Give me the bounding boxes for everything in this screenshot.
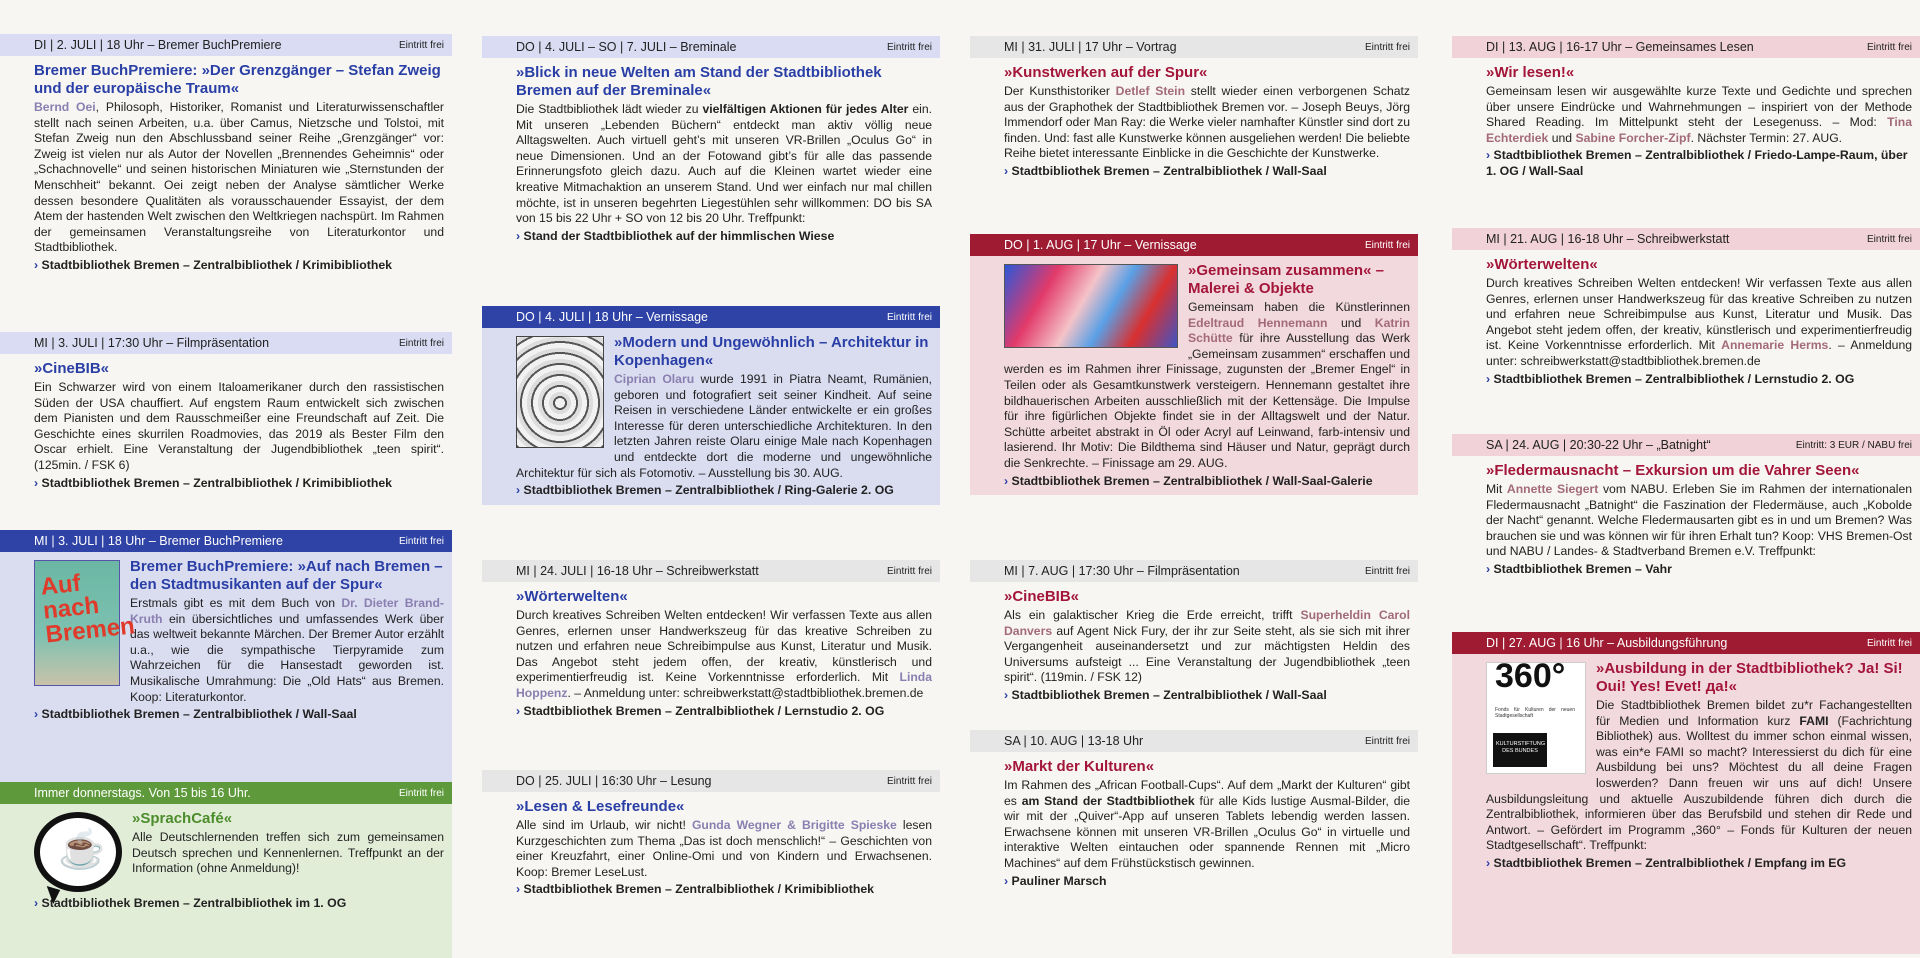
event-header — [970, 36, 1418, 58]
event-title: »Wörterwelten« — [1486, 256, 1598, 273]
event-body: »Gemeinsam zusammen« – Malerei & Objekte Gemeinsam haben die Künstlerinnen Edeltraud Hennemann und Katrin Schütte für ihre Ausstellung das Werk „Gemeinsam zusammen“ erschaffen und werden es im Rahmen ihrer Finissage, zugunsten der „Bremer Engel“ in Teilen oder als Gesamtkunstwerk versteigern. Hennemann gestaltet ihre bildhauerischen Arbeiten ausschließlich mit der Kettensäge. Die Impulse für ihre figürlichen Objekte findet sie in der Alltagswelt und der Natur. Schütte arbeitet abstrakt in Öl oder Acryl auf Leinwand, farb-intensiv und lasierend. Ihr Motiv: Die Bildthema sind Häuser und Natur, geprägt durch die Senkrechte. – Finissage am 29. AUG. › Stadtbibliothek Bremen – Zentralbibliothek / Wall-Saal-Galerie — [970, 256, 1418, 495]
event-description: lesen Kurzgeschichten zum Thema „Das ist doch menschlich!“ – Geschichten von einer Kreuzfahrt, einer Online-Omi und von Kindern und Erwachsenen. Koop: Bremer LeseLust. — [516, 818, 932, 879]
event-date: DO | 4. JULI | 18 Uhr – Vernissage — [516, 310, 708, 324]
admission-badge: Eintritt frei — [1364, 735, 1410, 747]
event-body: »Wir lesen!« Gemeinsam lesen wir ausgewählte kurze Texte und Gedichte und sprechen über unsere Eindrücke und Wahrnehmungen – inspiriert von der Methode Shared Reading. Im Mittelpunkt steht der Lesegenuss. – Mod: Tina Echterdiek und Sabine Forcher-Zipf. Nächster Termin: 27. AUG. › Stadtbibliothek Bremen – Zentralbibliothek / Friedo-Lampe-Raum, über 1. OG / Wall-Saal — [1452, 58, 1920, 186]
event-title: »Markt der Kulturen« — [1004, 758, 1155, 775]
event-card — [482, 36, 940, 250]
admission-badge: Eintritt frei — [1364, 565, 1410, 577]
event-header — [1452, 36, 1920, 58]
event-title: »Blick in neue Welten am Stand der Stadtbibliothek Bremen auf der Breminale« — [516, 64, 882, 99]
architecture-photo — [516, 336, 604, 448]
event-body: »Wörterwelten« Durch kreatives Schreiben Welten entdecken! Wir verfassen Texte aus allen Genres, erlernen unser Handwerkszeug für das kreative Schreiben zu nutzen und erfahren neue Schreibimpulse aus Kunst, Literatur und Musik. Das Angebot steht jedem offen, der kreativ, künstlerisch und experimentierfreudig ist. Keine Vorkenntnisse erforderlich. Mit Linda Hoppenz. – Anmeldung unter: schreibwerkstatt@stadtbibliothek.bremen.de › Stadtbibliothek Bremen – Zentralbibliothek / Lernstudio 2. OG — [482, 582, 940, 725]
admission-badge: Eintritt frei — [1866, 637, 1912, 649]
event-body: »Lesen & Lesefreunde« Alle sind im Urlaub, wir nicht! Gunda Wegner & Brigitte Spieske lesen Kurzgeschichten zum Thema „Das ist doch menschlich!“ – Geschichten von einer Kreuzfahrt, einer Online-Omi und von Kindern und Erwachsenen. Koop: Bremer LeseLust. › Stadtbibliothek Bremen – Zentralbibliothek / Krimibibliothek — [482, 792, 940, 904]
event-date: SA | 10. AUG | 13-18 Uhr — [1004, 734, 1144, 748]
event-location: › Stadtbibliothek Bremen – Zentralbibliothek / Krimibibliothek — [516, 882, 932, 898]
event-description: stellt wieder einen verborgenen Schatz aus der Graphothek der Stadtbibliothek Bremen vor. – Joseph Beuys, Jörg Immendorf oder Man Ray: die Werke vieler namhafter Künstler sind dort zu finden. Und: fast alle Kunstwerke können ausgeliehen werden! Die beliebte Reihe bietet interessante Einblicke in die Geschichte der Kunstwerke. — [1004, 84, 1411, 161]
event-description: . – Anmeldung unter: schreibwerkstatt@stadtbibliothek.bremen.de — [567, 685, 924, 700]
event-card — [1452, 228, 1920, 393]
event-header — [0, 782, 452, 804]
person-name: Detlef Stein — [1115, 84, 1186, 98]
event-body: 360° Fonds für Kulturen der neuen Stadtgesellschaft KULTURSTIFTUNG DES BUNDES »Ausbildung in der Stadtbibliothek? Ja! Si! Oui! Yes! Evet! да!« Die Stadtbibliothek Bremen bildet zu*r Fachangestellten für Medien und Information kurz FAMI (Fachrichtung Bibliothek) aus. Wolltest du immer schon einmal wissen, was ein*e FAMI so macht? Interessierst du dich für eine Ausbildung bei uns? Möchtest du all deine Fragen loswerden? Dann freuen wir uns auf dich! Unsere Ausbildungsleitung und aktuelle Auszubildende führen dich durch die Zentralbibliothek, informieren über das Berufsbild und stehen dir Rede und Antwort. – Gefördert im Programm „360° – Fonds für Kulturen der neuen Stadtgesellschaft“. Treffpunkt: › Stadtbibliothek Bremen – Zentralbibliothek / Empfang im EG — [1452, 654, 1920, 954]
event-card — [0, 782, 452, 958]
event-title: »CineBIB« — [1004, 588, 1080, 605]
event-card — [482, 770, 940, 904]
person-name: FAMI — [1799, 713, 1829, 728]
event-card — [1452, 632, 1920, 954]
event-body: »Markt der Kulturen« Im Rahmen des „African Football-Cups“. Auf dem „Markt der Kulturen“ gibt es am Stand der Stadtbibliothek für alle Kids lustige Ausmal-Bilder, die wir mit der „Quiver“-App auf unseren Tablets lebendig werden lassen. Erwachsene können mit unseren VR-Brillen „Oculus Go“ in virtuelle und interaktive Welten eintauchen oder spannende Rennen mit „Micro Machines“ auf dem Frühstückstisch gewinnen. › Pauliner Marsch — [970, 752, 1418, 895]
admission-badge: Eintritt frei — [398, 39, 444, 51]
event-description: . Nächster Termin: 27. AUG. — [1690, 130, 1843, 145]
event-card — [1452, 434, 1920, 584]
event-header — [0, 34, 452, 56]
event-card — [970, 234, 1418, 495]
event-title: »Ausbildung in der Stadtbibliothek? Ja! Si! Oui! Yes! Evet! да!« — [1596, 660, 1903, 695]
event-title: »SprachCafé« — [132, 810, 233, 827]
event-header — [482, 560, 940, 582]
event-body — [482, 328, 940, 505]
event-date: MI | 7. AUG | 17:30 Uhr – Filmpräsentation — [1004, 564, 1240, 578]
event-title: Bremer BuchPremiere: »Auf nach Bremen – den Stadtmusikanten auf der Spur« — [130, 558, 443, 593]
event-card — [0, 530, 452, 792]
fonds-360-logo: 360° Fonds für Kulturen der neuen Stadtgesellschaft KULTURSTIFTUNG DES BUNDES — [1486, 662, 1586, 774]
event-header — [1452, 632, 1920, 654]
event-location: › Stadtbibliothek Bremen – Zentralbibliothek im 1. OG — [34, 896, 444, 912]
event-date: MI | 24. JULI | 16-18 Uhr – Schreibwerkstatt — [516, 564, 759, 578]
event-header — [970, 730, 1418, 752]
person-name: Dr. Dieter Brand-Kruth — [130, 596, 444, 626]
event-location: › Pauliner Marsch — [1004, 874, 1410, 890]
event-card — [970, 730, 1418, 895]
admission-badge: Eintritt frei — [1866, 41, 1912, 53]
event-description: für ihre Ausstellung das Werk „Gemeinsam zusammen“ erschaffen und werden es im Rahmen ihrer Finissage, zugunsten der „Bremer Engel“ in Teilen oder als Gesamtkunstwerk versteigern. Hennemann gestaltet ihre bildhauerischen Arbeiten ausschließlich mit der Kettensäge. Die Impulse für ihre figürlichen Objekte findet sie in der Alltagswelt und der Natur. Schütte arbeitet abstrakt in Öl oder Acryl auf Leinwand, farb-intensiv und lasierend. Ihr Motiv: Die Bildthema sind Häuser und Natur, geprägt durch die Senkrechte. – Finissage am 29. AUG. — [1004, 331, 1410, 470]
event-title: »Modern und Ungewöhnlich – Architektur in Kopenhagen« — [614, 334, 929, 369]
event-description: auf Agent Nick Fury, der ihr zur Seite steht, als sie sich mit ihrer Vergangenheit auseinandersetzt und zur mächtigsten Heldin des Universums aufsteigt ... Eine Veranstaltung der Jugendbibliothek „teen spirit“. (119min. / FSK 12) — [1004, 623, 1410, 685]
admission-badge: Eintritt frei — [1866, 233, 1912, 245]
event-title: »Kunstwerken auf der Spur« — [1004, 64, 1208, 81]
event-date: DI | 13. AUG | 16-17 Uhr – Gemeinsames Lesen — [1486, 40, 1754, 54]
person-name: Edeltraud Hennemann — [1188, 315, 1328, 330]
coffee-cup-icon: ☕ — [34, 812, 122, 892]
event-card — [482, 306, 940, 505]
event-card — [970, 36, 1418, 186]
person-name: Katrin Schütte — [1188, 315, 1410, 346]
event-description: . – Anmeldung unter: schreibwerkstatt@stadtbibliothek.bremen.de — [1486, 338, 1912, 368]
event-location: › Stadtbibliothek Bremen – Zentralbibliothek / Wall-Saal — [1004, 164, 1410, 180]
admission-badge: Eintritt frei — [1364, 41, 1410, 53]
event-description: ein. Mit unseren „Lebenden Büchern“ entdeckt man aktiv völlig neue Alltagswelten. Auch virtuell geht’s mit unseren VR-Brillen „Oculus Go“ in neue Dimensionen. Und an der Fotowand gibt’s für alle das passende Erinnerungsfoto gleich dazu. Auch auf die Kleinen wartet wieder eine kreative Mitmachaktion an unserem Stand. Und wer einfach nur mal chillen möchte, ist in unseren begehrten Liegestühlen sehr willkommen: DO bis SA von 15 bis 22 Uhr + SO von 12 bis 20 Uhr. Treffpunkt: — [516, 102, 933, 226]
book-cover-image: Auf nach Bremen — [34, 560, 120, 686]
column-4 — [1452, 0, 1920, 958]
event-card — [1452, 36, 1920, 186]
admission-badge: Eintritt frei — [886, 311, 932, 323]
person-name: Superheldin Carol Danvers — [1004, 608, 1411, 638]
event-location: › Stadtbibliothek Bremen – Zentralbibliothek / Lernstudio 2. OG — [1486, 372, 1912, 388]
admission-badge: Eintritt frei — [398, 787, 444, 799]
event-header — [1452, 228, 1920, 250]
event-header — [970, 234, 1418, 256]
event-title: Bremer BuchPremiere: »Der Grenzgänger – Stefan Zweig und der europäische Traum« — [34, 62, 441, 97]
event-description: ein übersichtliches und umfassendes Werk über das weltweit bekannte Märchen. Der Bremer Autor erzählt u.a., wie die sympathische Tierpyramide zum Wahrzeichen für die Hansestadt geworden ist. Musikalische Umrahmung: Die „Old Hats“ aus Bremen. Koop: Literaturkontor. — [130, 611, 444, 704]
event-location: › Stadtbibliothek Bremen – Zentralbibliothek / Wall-Saal-Galerie — [1004, 474, 1410, 490]
admission-badge: Eintritt frei — [886, 41, 932, 53]
event-body — [0, 804, 452, 958]
event-location: › Stadtbibliothek Bremen – Zentralbibliothek / Wall-Saal — [34, 707, 444, 723]
event-description: wurde 1991 in Piatra Neamt, Rumänien, geboren und fotografiert seit seiner Kindheit. Auf seine Reisen in verschiedene Länder entwickelte er ein großes Interesse für deren unterschiedliche Architekturen. In den letzten Jahren reiste Olaru einige Male nach Kopenhagen und entdeckte dort die moderne und ungewöhnliche Architektur für sich als Fotomotiv. – Ausstellung bis 30. AUG. — [516, 372, 933, 480]
event-header — [0, 530, 452, 552]
event-description: (Fachrichtung Bibliothek) aus. Wolltest du immer schon einmal wissen, was ein*e FAMI so macht? Interessierst du dich für eine Ausbildung bei uns? Möchtest du all deine Fragen loswerden? Dann freuen wir uns auf dich! Unsere Ausbildungsleitung und aktuelle Auszubildende führen dich durch die Zentralbibliothek, informieren über das Berufsbild und stehen dir Rede und Antwort. – Gefördert im Programm „360° – Fonds für Kulturen der neuen Stadtgesellschaft“. Treffpunkt: — [1486, 713, 1912, 853]
column-1 — [0, 0, 452, 958]
event-title: »Wir lesen!« — [1486, 64, 1575, 81]
event-card — [970, 560, 1418, 710]
event-body: »CineBIB« Als ein galaktischer Krieg die Erde erreicht, trifft Superheldin Carol Danvers auf Agent Nick Fury, der ihr zur Seite steht, als sie sich mit ihrer Vergangenheit auseinandersetzt und zur mächtigsten Heldin des Universums aufsteigt ... Eine Veranstaltung der Jugendbibliothek „teen spirit“. (119min. / FSK 12) › Stadtbibliothek Bremen – Zentralbibliothek / Wall-Saal — [970, 582, 1418, 710]
person-name: Annemarie Herms — [1721, 338, 1829, 353]
event-header — [482, 770, 940, 792]
person-name: Sabine Forcher-Zipf — [1575, 130, 1691, 145]
event-body: »Fledermausnacht – Exkursion um die Vahrer Seen« Mit Annette Siegert vom NABU. Erleben Sie im Rahmen der internationalen Fledermausnacht „Batnight“ die Faszination der Fledermäuse, auch „Kobolde der Nacht“ genannt. Welche Fledermausarten gibt es in und um Bremen? Was brauchen sie und was können wir für ihren Erhalt tun? Koop: VHS Bremen-Ost und NABU / Landes- & Stadtverband Bremen e.V. Treffpunkt: › Stadtbibliothek Bremen – Vahr — [1452, 456, 1920, 584]
event-header — [0, 332, 452, 354]
person-name: Gunda Wegner & Brigitte Spieske — [691, 818, 897, 832]
event-date: DI | 2. JULI | 18 Uhr – Bremer BuchPremiere — [34, 38, 282, 52]
event-title: »Wörterwelten« — [516, 588, 628, 605]
event-location: › Stand der Stadtbibliothek auf der himmlischen Wiese — [516, 229, 932, 245]
event-date: MI | 31. JULI | 17 Uhr – Vortrag — [1004, 40, 1177, 54]
event-location: › Stadtbibliothek Bremen – Vahr — [1486, 562, 1912, 578]
event-title: »Fledermausnacht – Exkursion um die Vahrer Seen« — [1486, 462, 1860, 479]
event-date: MI | 3. JULI | 18 Uhr – Bremer BuchPremiere — [34, 534, 283, 548]
event-location: › Stadtbibliothek Bremen – Zentralbibliothek / Wall-Saal — [1004, 688, 1410, 704]
event-date: DO | 4. JULI – SO | 7. JULI – Breminale — [516, 40, 737, 54]
event-description: Alle Deutschlernenden treffen sich zum gemeinsamen Deutsch sprechen und Kennenlernen. Treffpunkt an der Information (ohne Anmeldung)! — [132, 830, 444, 876]
event-location: › Stadtbibliothek Bremen – Zentralbibliothek / Krimibibliothek — [34, 476, 444, 492]
event-location: › Stadtbibliothek Bremen – Zentralbibliothek / Ring-Galerie 2. OG — [516, 483, 932, 499]
painting-image — [1004, 264, 1178, 348]
admission-badge: Eintritt: 3 EUR / NABU frei — [1795, 439, 1912, 451]
person-name: Annette Siegert — [1506, 482, 1599, 496]
event-body: »Blick in neue Welten am Stand der Stadtbibliothek Bremen auf der Breminale« Die Stadtbibliothek lädt wieder zu vielfältigen Aktionen für jedes Alter ein. Mit unseren „Lebenden Büchern“ entdeckt man aktiv völlig neue Alltagswelten. Auch virtuell geht’s mit unseren VR-Brillen „Oculus Go“ in neue Dimensionen. Und an der Fotowand gibt’s für alle das passende Erinnerungsfoto gleich dazu. Auch auf die Kleinen wartet wieder eine kreative Mitmachaktion an unserem Stand. Und wer einfach nur mal chillen möchte, ist in unseren begehrten Liegestühlen sehr willkommen: DO bis SA von 15 bis 22 Uhr + SO von 12 bis 20 Uhr. Treffpunkt: › Stand der Stadtbibliothek auf der himmlischen Wiese — [482, 58, 940, 250]
event-header — [482, 36, 940, 58]
event-header — [970, 560, 1418, 582]
event-header — [1452, 434, 1920, 456]
admission-badge: Eintritt frei — [398, 535, 444, 547]
event-body: »Kunstwerken auf der Spur« Der Kunsthistoriker Detlef Stein stellt wieder einen verborgenen Schatz aus der Graphothek der Stadtbibliothek Bremen vor. – Joseph Beuys, Jörg Immendorf oder Man Ray: die Werke vieler namhafter Künstler sind dort zu finden. Und: fast alle Kunstwerke können ausgeliehen werden! Die beliebte Reihe bietet interessante Einblicke in die Geschichte der Kunstwerke. › Stadtbibliothek Bremen – Zentralbibliothek / Wall-Saal — [970, 58, 1418, 186]
event-card — [0, 332, 452, 497]
admission-badge: Eintritt frei — [886, 565, 932, 577]
admission-badge: Eintritt frei — [398, 337, 444, 349]
event-title: »Gemeinsam zusammen« – Malerei & Objekte — [1188, 262, 1384, 297]
event-location: › Stadtbibliothek Bremen – Zentralbibliothek / Lernstudio 2. OG — [516, 704, 932, 720]
event-card — [0, 34, 452, 280]
event-body — [0, 354, 452, 497]
column-2 — [482, 0, 940, 958]
person-name: Linda Hoppenz — [516, 670, 932, 700]
event-header — [482, 306, 940, 328]
event-date: Immer donnerstags. Von 15 bis 16 Uhr. — [34, 786, 251, 800]
event-body — [0, 56, 452, 280]
event-description: vom NABU. Erleben Sie im Rahmen der internationalen Fledermausnacht „Batnight“ die Faszination der Fledermäuse, auch „Kobolde der Nacht“ genannt. Welche Fledermausarten gibt es in und um Bremen? Was brauchen sie und was können wir für ihren Erhalt tun? Koop: VHS Bremen-Ost und NABU / Landes- & Stadtverband Bremen e.V. Treffpunkt: — [1486, 482, 1912, 559]
person-name: Tina Echterdiek — [1486, 115, 1912, 145]
event-title: »Lesen & Lesefreunde« — [516, 798, 685, 815]
event-location: › Stadtbibliothek Bremen – Zentralbibliothek / Empfang im EG — [1486, 856, 1912, 872]
event-date: DI | 27. AUG | 16 Uhr – Ausbildungsführung — [1486, 636, 1728, 650]
column-3 — [970, 0, 1418, 958]
event-date: MI | 21. AUG | 16-18 Uhr – Schreibwerkstatt — [1486, 232, 1730, 246]
event-body: »Wörterwelten« Durch kreatives Schreiben Welten entdecken! Wir verfassen Texte aus allen Genres, erlernen unser Handwerkszeug für das kreative Schreiben zu nutzen und erfahren neue Schreibimpulse aus Kunst, Literatur und Musik. Das Angebot steht jedem offen, der kreativ, künstlerisch und experimentierfreudig ist. Keine Vorkenntnisse erforderlich. Mit Annemarie Herms. – Anmeldung unter: schreibwerkstatt@stadtbibliothek.bremen.de › Stadtbibliothek Bremen – Zentralbibliothek / Lernstudio 2. OG — [1452, 250, 1920, 393]
event-description: , Philosoph, Historiker, Romanist und Literaturwissenschaftler stellt nach seinen Arbeiten, u.a. über Camus, Nietzsche und Tolstoi, mit Stefan Zweig nun den Abschlussband seiner Reihe „Grenzgänger“ vor: Zweig ist vielen nur als Autor der Novellen „Brennendes Geheimnis“ oder „Schachnovelle“ und seinen historischen Miniaturen wie „Sternstunden der Menschheit“ bekannt. Oei zeigt neben der Analyse sämtlicher Werke dessen besondere Qualitäten als vorausschauender Essayist, der dem Atem der hastenden Welt zwischen den Weltkriegen nachspürt. Im Rahmen der gemeinsamen Veranstaltungsreihe von Literaturkontor und Stadtbibliothek. — [34, 100, 444, 255]
event-location: › Stadtbibliothek Bremen – Zentralbibliothek / Friedo-Lampe-Raum, über 1. OG / Wall-Saal — [1486, 148, 1912, 179]
admission-badge: Eintritt frei — [886, 775, 932, 787]
event-date: DO | 25. JULI | 16:30 Uhr – Lesung — [516, 774, 712, 788]
event-date: DO | 1. AUG | 17 Uhr – Vernissage — [1004, 238, 1197, 252]
event-title: »CineBIB« — [34, 360, 110, 377]
event-description: für alle Kids lustige Ausmal-Bilder, die wir mit der „Quiver“-App auf unseren Tablets lebendig werden lassen. Erwachsene können mit unseren VR-Brillen „Oculus Go“ in virtuelle und interaktive Welten eintauchen oder spannende Rennen mit „Micro Machines“ auf dem Frühstückstisch gewinnen. — [1004, 793, 1410, 870]
person-name: Bernd Oei — [34, 100, 96, 114]
event-location: › Stadtbibliothek Bremen – Zentralbibliothek / Krimibibliothek — [34, 258, 444, 274]
event-body: Auf nach Bremen Bremer BuchPremiere: »Auf nach Bremen – den Stadtmusikanten auf der Spur« Erstmals gibt es mit dem Buch von Dr. Dieter Brand-Kruth ein übersichtliches und umfassendes Werk über das weltweit bekannte Märchen. Der Bremer Autor erzählt u.a., wie die sympathische Tierpyramide zum Wahrzeichen für die Hansestadt geworden ist. Musikalische Umrahmung: Die „Old Hats“ aus Bremen. Koop: Literaturkontor. › Stadtbibliothek Bremen – Zentralbibliothek / Wall-Saal — [0, 552, 452, 792]
person-name: Ciprian Olaru — [614, 372, 695, 386]
admission-badge: Eintritt frei — [1364, 239, 1410, 251]
event-date: SA | 24. AUG | 20:30-22 Uhr – „Batnight“ — [1486, 438, 1711, 452]
event-card — [482, 560, 940, 725]
event-date: MI | 3. JULI | 17:30 Uhr – Filmpräsentation — [34, 336, 270, 350]
event-description: Ein Schwarzer wird von einem Italoamerikaner durch den rassistischen Süden der USA chauffiert. Auf engstem Raum entwickelt sich zwischen dem Pianisten und dem Rausschmeißer eine Freundschaft auf Zeit. Die Geschichte eines skurrilen Roadmovies, das 2019 als Bester Film den Oscar erhielt. Eine Veranstaltung der Jugendbibliothek „teen spirit“. (125min. / FSK 6) — [34, 380, 444, 472]
